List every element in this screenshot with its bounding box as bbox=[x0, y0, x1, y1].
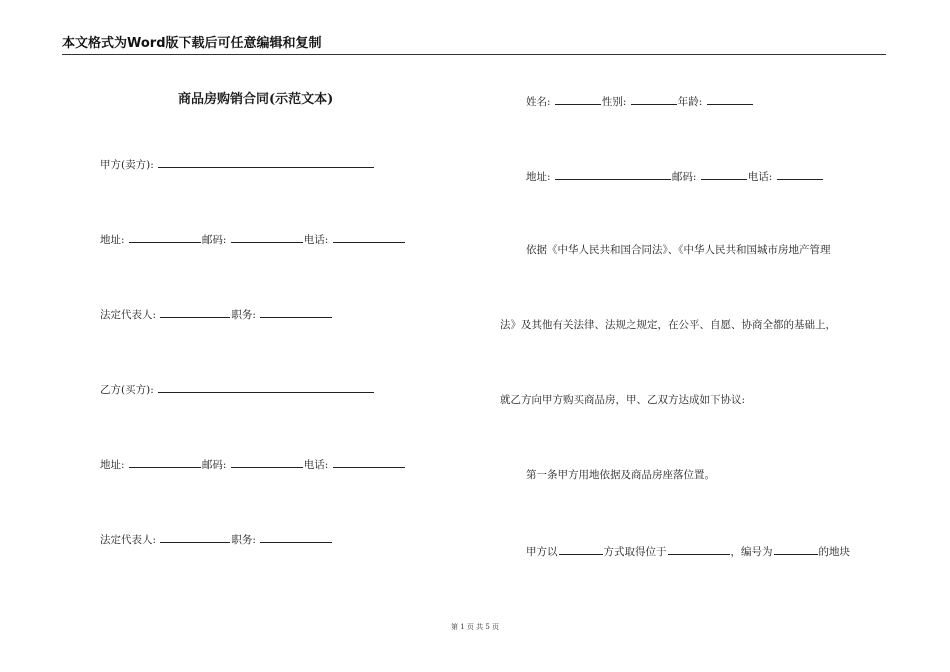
position-blank[interactable] bbox=[260, 531, 332, 543]
address-blank[interactable] bbox=[129, 231, 201, 243]
seller-rep-line bbox=[100, 306, 333, 322]
postcode-label: 邮码: bbox=[671, 171, 697, 183]
text-segment: ，编号为 bbox=[730, 546, 773, 558]
land-acquisition-line bbox=[526, 543, 850, 559]
buyer-address-line bbox=[100, 456, 406, 472]
text-segment: 的地块 bbox=[818, 546, 850, 558]
person-info-line bbox=[526, 93, 754, 109]
document-title: 商品房购销合同(示范文本) bbox=[178, 92, 334, 107]
phone-label: 电话: bbox=[303, 459, 329, 471]
seller-line bbox=[100, 156, 375, 172]
header-text: 本文格式为Word版下载后可任意编辑和复制 bbox=[62, 36, 322, 51]
text-segment: 方式取得位于 bbox=[603, 546, 667, 558]
phone-blank[interactable] bbox=[777, 168, 823, 180]
address-blank[interactable] bbox=[555, 168, 671, 180]
phone-blank[interactable] bbox=[333, 456, 405, 468]
buyer-label: 乙方(买方): bbox=[100, 384, 154, 396]
postcode-blank[interactable] bbox=[701, 168, 747, 180]
page-header bbox=[62, 36, 886, 55]
seller-address-line bbox=[100, 231, 406, 247]
article-heading: 第一条甲方用地依据及商品房座落位置。 bbox=[526, 469, 715, 481]
rep-label: 法定代表人: bbox=[100, 534, 157, 546]
age-blank[interactable] bbox=[707, 93, 753, 105]
position-blank[interactable] bbox=[260, 306, 332, 318]
postcode-blank[interactable] bbox=[231, 456, 303, 468]
address-label: 地址: bbox=[100, 459, 125, 471]
address-blank[interactable] bbox=[129, 456, 201, 468]
rep-blank[interactable] bbox=[160, 531, 230, 543]
rep-label: 法定代表人: bbox=[100, 309, 157, 321]
buyer-blank[interactable] bbox=[158, 381, 374, 393]
postcode-label: 邮码: bbox=[201, 234, 227, 246]
postcode-label: 邮码: bbox=[201, 459, 227, 471]
phone-blank[interactable] bbox=[333, 231, 405, 243]
name-blank[interactable] bbox=[555, 93, 601, 105]
number-blank[interactable] bbox=[774, 543, 818, 555]
address-label: 地址: bbox=[100, 234, 125, 246]
buyer-line bbox=[100, 381, 375, 397]
page-footer: 第 1 页 共 5 页 bbox=[450, 623, 500, 631]
position-label: 职务: bbox=[231, 534, 256, 546]
gender-blank[interactable] bbox=[631, 93, 677, 105]
person-address-line bbox=[526, 168, 824, 184]
position-label: 职务: bbox=[231, 309, 256, 321]
paragraph-line: 就乙方向甲方购买商品房，甲、乙双方达成如下协议: bbox=[500, 394, 746, 406]
age-label: 年龄: bbox=[677, 96, 703, 108]
paragraph-line: 依据《中华人民共和国合同法》、《中华人民共和国城市房地产管理 bbox=[526, 244, 831, 256]
buyer-rep-line bbox=[100, 531, 333, 547]
name-label: 姓名: bbox=[526, 96, 551, 108]
text-segment: 甲方以 bbox=[526, 546, 558, 558]
phone-label: 电话: bbox=[747, 171, 773, 183]
phone-label: 电话: bbox=[303, 234, 329, 246]
method-blank[interactable] bbox=[559, 543, 603, 555]
location-blank[interactable] bbox=[668, 543, 730, 555]
rep-blank[interactable] bbox=[160, 306, 230, 318]
gender-label: 性别: bbox=[601, 96, 627, 108]
postcode-blank[interactable] bbox=[231, 231, 303, 243]
address-label: 地址: bbox=[526, 171, 551, 183]
seller-label: 甲方(卖方): bbox=[100, 159, 154, 171]
seller-blank[interactable] bbox=[158, 156, 374, 168]
paragraph-line: 法》及其他有关法律、法规之规定，在公平、自愿、协商全都的基础上， bbox=[500, 319, 836, 331]
